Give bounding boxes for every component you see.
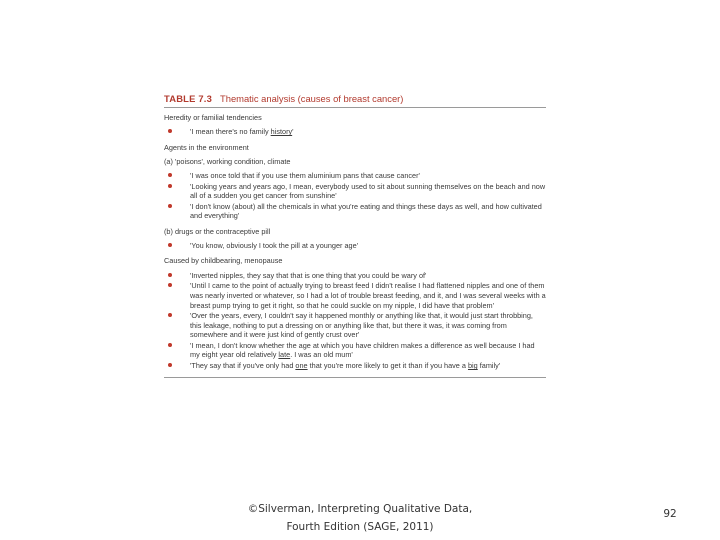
underlined-word: history (270, 127, 293, 137)
section-heredity (164, 113, 546, 137)
list-item (164, 202, 546, 221)
quote-text: 'They say that if you've only had one that you're more likely to get it than if you have a big family' (190, 361, 501, 371)
quote-text: 'Looking years and years ago, I mean, everybody used to sit about sunning themselves on the beach and now all of a sudden you get cancer from sunshine' (190, 181, 546, 201)
list-item (164, 311, 546, 340)
table-bottom-rule (164, 377, 546, 378)
table-caption: Thematic analysis (causes of breast cancer) (220, 93, 404, 104)
thematic-analysis-table (164, 94, 546, 378)
bullet-icon (168, 363, 172, 367)
bullet-icon (168, 313, 172, 317)
section-environment (164, 143, 546, 250)
source-line: ©Silverman, Interpreting Qualitative Data, (247, 503, 473, 515)
list-item (164, 182, 546, 201)
list-item (164, 241, 546, 251)
table-header (164, 94, 546, 104)
quote-text: 'I was once told that if you use them aluminium pans that cause cancer' (190, 170, 420, 180)
quote-text: 'You know, obviously I took the pill at a younger age' (190, 240, 359, 250)
section-childbearing (164, 256, 546, 371)
quote-text: 'Over the years, every, I couldn't say it happened monthly or anything like that, it would just start throbbing, this leakage, nothing to put a dressing on or anything like that, but there it was, it was coming from somewhere and it were just kind of gently crust over' (190, 311, 533, 340)
list-item (164, 361, 546, 371)
table-number: TABLE 7.3 (164, 93, 212, 104)
quote-text: 'I mean, I don't know whether the age at which you have children makes a difference as well because I had my eight year old relatively late. I was an old mum' (190, 340, 535, 360)
quote-text: 'Until I came to the point of actually trying to breast feed I didn't realise I had flattened nipples and one of them was nearly inverted or whatever, so I had a lot of trouble breast feeding, and it, and I was several weeks with a breast pump trying to get it right, so that he could suckle on my nipple, I did have that problem' (190, 281, 546, 310)
section-title: Agents in the environment (164, 142, 249, 152)
bullet-icon (168, 283, 172, 287)
list-item (164, 281, 546, 310)
list-item (164, 271, 546, 281)
source-citation (200, 500, 520, 536)
quote-text: 'I mean there's no family history' (190, 127, 294, 137)
subsection-heading: (a) 'poisons', working condition, climate (164, 157, 291, 167)
bullet-icon (168, 129, 172, 133)
bullet-icon (168, 273, 172, 277)
bullet-icon (168, 343, 172, 347)
bullet-icon (168, 204, 172, 208)
source-line: Fourth Edition (SAGE, 2011) (286, 521, 434, 533)
bullet-icon (168, 173, 172, 177)
bullet-icon (168, 184, 172, 188)
quote-text: 'I don't know (about) all the chemicals in what you're eating and things these days as well, and how cultivated and everything' (190, 201, 542, 221)
page-number: 92 (663, 508, 677, 520)
bullet-icon (168, 243, 172, 247)
quote-text: 'Inverted nipples, they say that that is one thing that you could be wary of' (190, 270, 427, 280)
underlined-word: one (295, 361, 308, 371)
list-item (164, 341, 546, 360)
list-item (164, 127, 546, 137)
section-title: Heredity or familial tendencies (164, 112, 262, 122)
section-title: Caused by childbearing, menopause (164, 256, 283, 266)
underlined-word: late (278, 350, 291, 360)
subsection-heading: (b) drugs or the contraceptive pill (164, 226, 271, 236)
underlined-word: big (467, 361, 478, 371)
table-top-rule (164, 107, 546, 108)
list-item (164, 171, 546, 181)
